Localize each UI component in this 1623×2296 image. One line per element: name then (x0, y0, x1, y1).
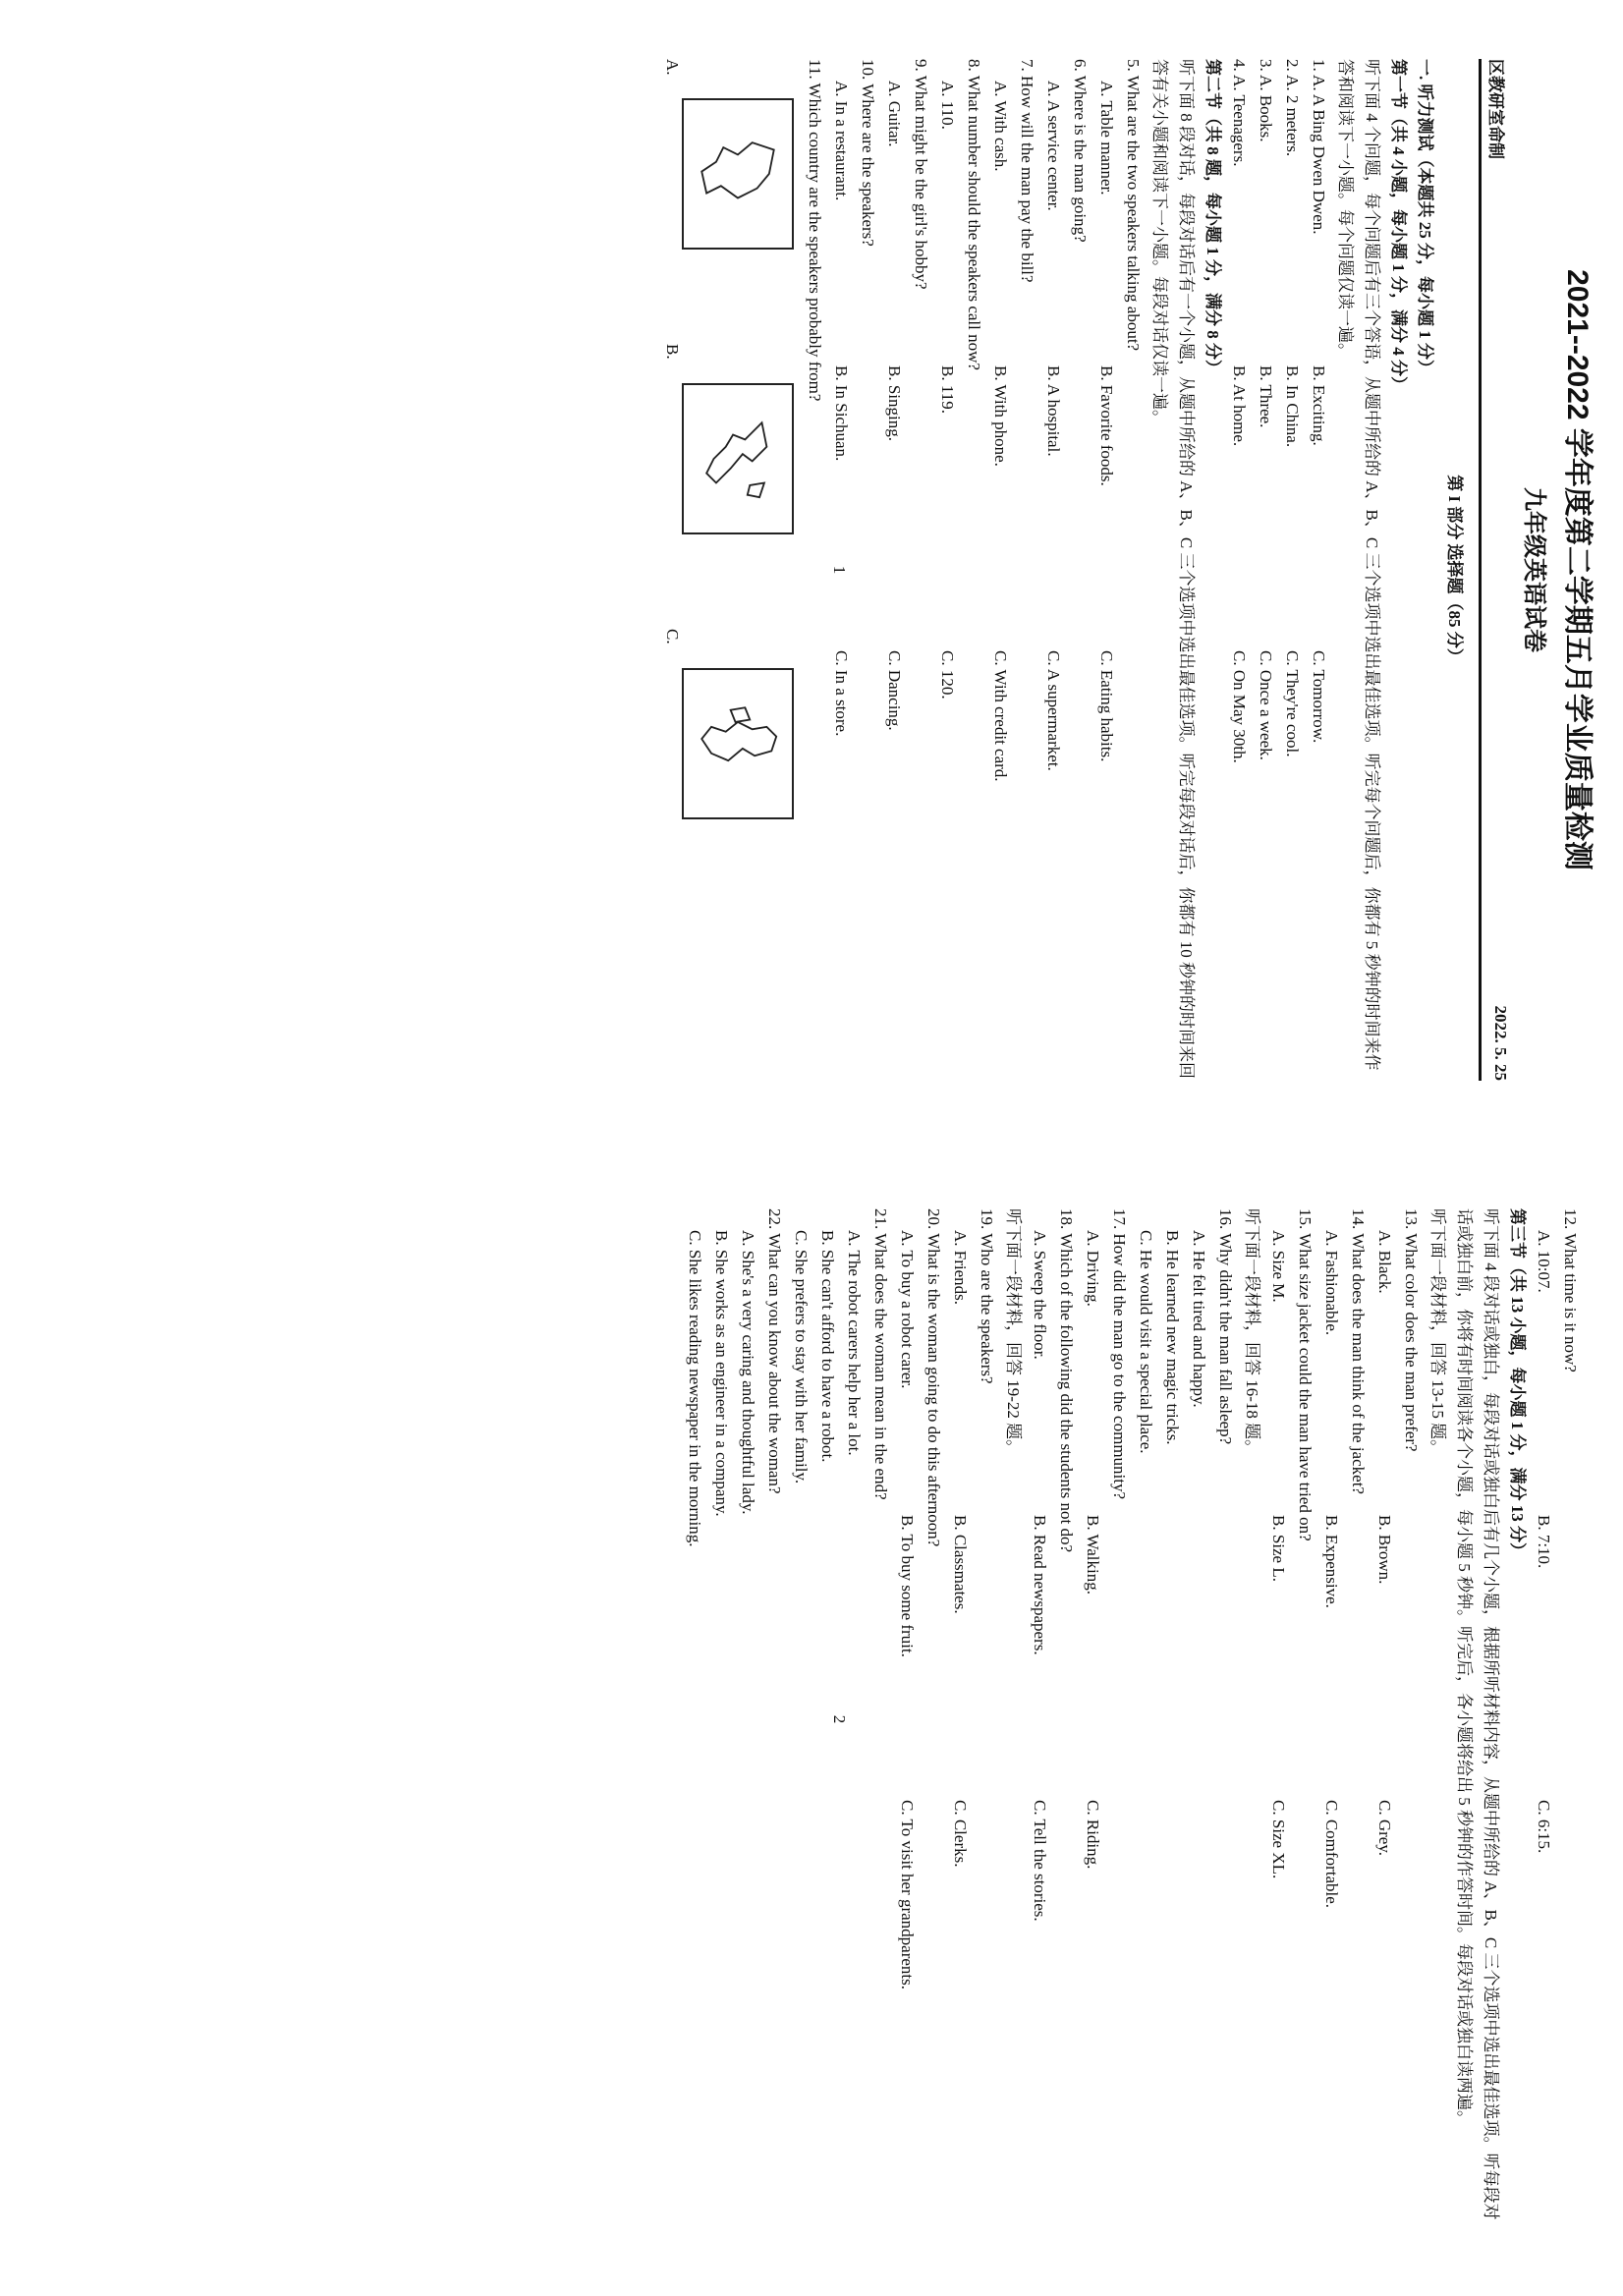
question-21-option-b: B. She can't afford to have a robot. (818, 1230, 837, 1463)
option: A. Guitar. (885, 81, 904, 147)
question-11-map-options (662, 59, 794, 1081)
question-14-options (1318, 1208, 1345, 2230)
map-image (682, 98, 794, 250)
option: A. 110. (938, 81, 957, 130)
question-21-option-c: C. She prefers to stay with her family. (792, 1230, 811, 1484)
question-2-options (1279, 59, 1306, 1081)
question-17-options (1080, 1208, 1106, 2230)
question-11: 11. Which country are the speakers probably from? (806, 59, 824, 402)
question-10: 10. Where are the speakers? (859, 59, 877, 247)
question-12-options (1531, 1208, 1557, 2230)
exam-page-1 (663, 0, 1623, 1140)
option: A. Table manner. (1097, 81, 1116, 196)
option: B. (663, 344, 682, 360)
section-heading: 一. 听力测试（本题共 25 分，每小题 1 分） (1416, 59, 1434, 376)
option: C. Once a week. (1257, 650, 1275, 760)
map-image (682, 668, 794, 819)
question-14: 14. What does the man think of the jacket? (1349, 1208, 1368, 1494)
option: A. Black. (1375, 1230, 1394, 1294)
option: C. Grey. (1375, 1800, 1394, 1856)
question-12: 12. What time is it now? (1561, 1208, 1580, 1372)
option: B. A hospital. (1044, 365, 1063, 457)
option: B. Singing. (885, 365, 904, 441)
option: C. 6:15. (1535, 1800, 1553, 1854)
option: B. Read newspapers. (1031, 1515, 1049, 1655)
question-8-options (934, 59, 961, 1081)
option: C. (663, 629, 682, 644)
exam-meta-row (1479, 59, 1510, 1081)
material-intro-2: 听下面一段材料，回答 16-18 题。 (1243, 1208, 1261, 1457)
option: A. 10:07. (1535, 1230, 1553, 1293)
question-3-options (1253, 59, 1279, 1081)
option: C. With credit card. (991, 650, 1010, 782)
option: C. Eating habits. (1097, 650, 1116, 762)
option: B. Favorite foods. (1097, 365, 1116, 486)
subsection-2-instructions: 听下面 8 段对话，每段对话后有一个小题，从题中所给的 A、B、C 三个选项中选出最佳选项。听完每段对话后，你都有 10 秒钟的时间来回答有关小题和阅读下一小题。每段对话仅读一遍。 (1150, 59, 1196, 1079)
question-22-option-b: B. She works as an engineer in a company. (712, 1230, 731, 1517)
question-9: 9. What might be the girl's hobby? (912, 59, 930, 290)
question-7-options (987, 59, 1014, 1081)
question-13-options (1371, 1208, 1398, 2230)
map-option-b (662, 344, 794, 629)
question-8: 8. What number should the speakers call now? (965, 59, 983, 370)
option: A. (663, 59, 682, 76)
option: B. In Sichuan. (832, 365, 851, 462)
subsection-1-instructions: 听下面 4 个问题，每个问题后有三个答语，从题中所给的 A、B、C 三个选项中选出最佳选项。听完每个问题后，你都有 5 秒钟的时间来作答和阅读下一小题。每个问题仅读一遍。 (1336, 59, 1381, 1071)
question-19: 19. Who are the speakers? (978, 1208, 996, 1384)
option: B. Brown. (1375, 1515, 1394, 1585)
option: C. A supermarket. (1044, 650, 1063, 771)
question-5-options (1093, 59, 1120, 1081)
exam-subtitle: 九年级英语试卷 (1521, 487, 1546, 652)
exam-title: 2021--2022 学年度第二学期五月学业质量检测 (1561, 269, 1594, 870)
question-5: 5. What are the two speakers talking about? (1124, 59, 1143, 352)
option: B. Classmates. (951, 1515, 970, 1614)
option: B. Expensive. (1322, 1515, 1341, 1608)
option: C. Dancing. (885, 650, 904, 731)
map-outline-icon (690, 391, 786, 527)
question-20: 20. What is the woman going to do this afternoon? (924, 1208, 943, 1547)
option: B. Exciting. (1310, 365, 1328, 446)
option: C. Riding. (1084, 1800, 1102, 1870)
page-number: 2 (830, 1714, 849, 1724)
option: B. 119. (938, 365, 957, 414)
option: C. To visit her grandparents. (898, 1800, 917, 1990)
option: B. With phone. (991, 365, 1010, 467)
option: C. Clerks. (951, 1800, 970, 1868)
question-9-options (881, 59, 908, 1081)
option: A. Driving. (1084, 1230, 1102, 1307)
question-21-option-a: A. The robot carers help her a lot. (845, 1230, 864, 1456)
option: A. A service center. (1044, 81, 1063, 211)
question-16-option-b: B. He learned new magic tricks. (1163, 1230, 1182, 1445)
option: B. 7:10. (1535, 1515, 1553, 1569)
question-22-option-c: C. She likes reading newspaper in the morning. (686, 1230, 704, 1547)
issuer-label: 区教研室命制 (1486, 59, 1505, 159)
option: A. Fashionable. (1322, 1230, 1341, 1336)
option: B. Walking. (1084, 1515, 1102, 1595)
question-7: 7. How will the man pay the bill? (1018, 59, 1036, 283)
option: C. They're cool. (1283, 650, 1302, 757)
option: 4. A. Teenagers. (1230, 59, 1249, 167)
option: 2. A. 2 meters. (1283, 59, 1302, 157)
question-16-option-a: A. He felt tired and happy. (1190, 1230, 1208, 1408)
option: C. Tell the stories. (1031, 1800, 1049, 1922)
map-option-c (662, 629, 794, 1081)
question-16: 16. Why didn't the man fall asleep? (1216, 1208, 1235, 1445)
question-18-options (1027, 1208, 1053, 2230)
option: A. Size M. (1269, 1230, 1288, 1303)
page-number: 1 (830, 565, 849, 575)
map-option-a (662, 59, 794, 344)
option: C. On May 30th. (1230, 650, 1249, 763)
option: A. To buy a robot carer. (898, 1230, 917, 1389)
map-image (682, 383, 794, 534)
option: A. In a restaurant. (832, 81, 851, 201)
question-15-options (1265, 1208, 1292, 2230)
subsection-1-heading: 第一节（共 4 小题，每小题 1 分，满分 4 分） (1389, 59, 1408, 393)
question-15: 15. What size jacket could the man have tried on? (1296, 1208, 1315, 1541)
question-6: 6. Where is the man going? (1071, 59, 1090, 243)
option: 1. A. A Bing Dwen Dwen. (1310, 59, 1328, 235)
option: 3. A. Books. (1257, 59, 1275, 142)
material-intro-1: 听下面一段材料，回答 13-15 题。 (1428, 1208, 1447, 1457)
option: C. 120. (938, 650, 957, 700)
question-22-option-a: A. She's a very caring and thoughtful lady. (739, 1230, 757, 1515)
exam-page-2 (686, 1149, 1623, 2289)
option: A. Sweep the floor. (1031, 1230, 1049, 1360)
map-outline-icon (690, 106, 786, 242)
material-intro-3: 听下面一段材料，回答 19-22 题。 (1004, 1208, 1023, 1457)
option: B. To buy some fruit. (898, 1515, 917, 1657)
option: A. With cash. (991, 81, 1010, 172)
question-20-options (894, 1208, 921, 2230)
question-22: 22. What can you know about the woman? (765, 1208, 784, 1494)
subsection-3-heading: 第三节（共 13 小题，每小题 1 分，满分 13 分） (1508, 1208, 1527, 1559)
option: B. Size L. (1269, 1515, 1288, 1582)
exam-date: 2022. 5. 25 (1491, 1005, 1510, 1081)
option: C. Size XL. (1269, 1800, 1288, 1879)
part-heading: 第 I 部分 选择题（85 分） (1445, 475, 1464, 665)
question-19-options (947, 1208, 974, 2230)
question-1-options (1306, 59, 1332, 1081)
option: C. In a store. (832, 650, 851, 737)
question-18: 18. Which of the following did the students not do? (1057, 1208, 1076, 1553)
option: B. In China. (1283, 365, 1302, 448)
question-21: 21. What does the woman mean in the end? (871, 1208, 890, 1500)
question-13: 13. What color does the man prefer? (1402, 1208, 1421, 1452)
option: B. At home. (1230, 365, 1249, 447)
map-outline-icon (690, 676, 786, 812)
option: C. Tomorrow. (1310, 650, 1328, 744)
option: B. Three. (1257, 365, 1275, 428)
option: A. Friends. (951, 1230, 970, 1306)
subsection-2-heading: 第二节（共 8 题，每小题 1 分，满分 8 分） (1203, 59, 1222, 376)
question-16-option-c: C. He would visit a special place. (1137, 1230, 1155, 1454)
question-6-options (1040, 59, 1067, 1081)
question-17: 17. How did the man go to the community? (1110, 1208, 1129, 1500)
subsection-3-instructions: 听下面 4 段对话或独白，每段对话或独白后有几个小题，根据所听材料内容，从题中所给的 A、B、C 三个选项中选出最佳选项。听每段对话或独白前，你将有时间阅读各个小题，每小题 5 秒钟。听完后，各小题将给出 5 秒钟的作答时间。每段对话或独白读两遍。 (1455, 1208, 1500, 2220)
question-4-options (1226, 59, 1253, 1081)
option: C. Comfortable. (1322, 1800, 1341, 1909)
